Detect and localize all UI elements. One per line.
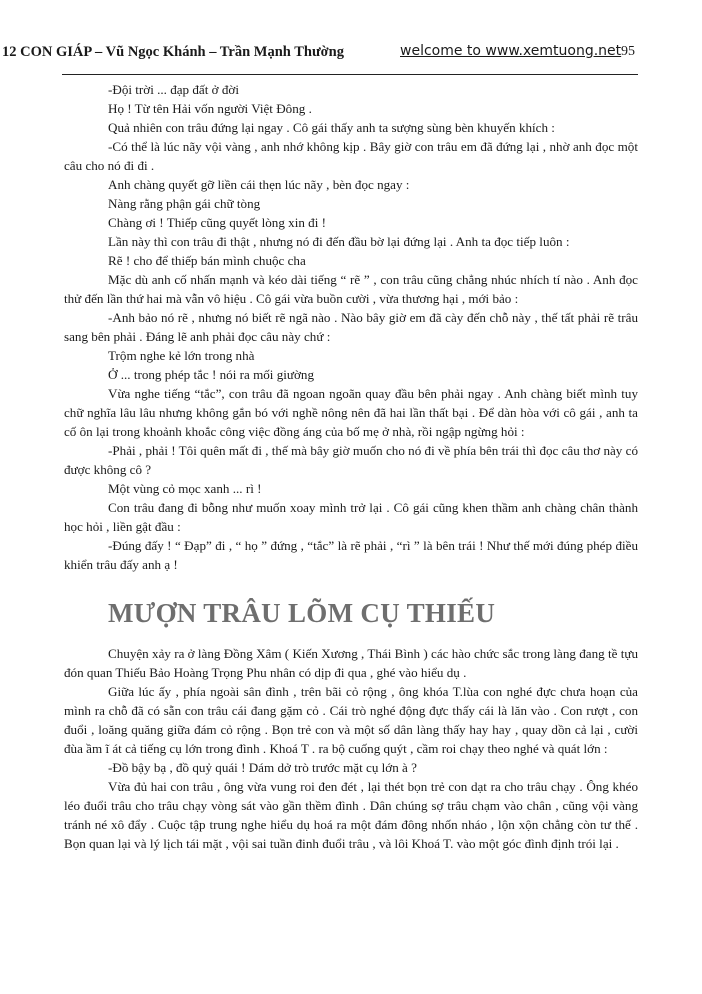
verse-line: Trộm nghe kẻ lớn trong nhà	[108, 348, 255, 363]
verse-line: Nàng rằng phận gái chữ tòng	[108, 196, 261, 211]
paragraph: Giữa lúc ấy , phía ngoài sân đình , trên bãi cỏ rộng , ông khóa T.lùa con nghé đực chưa hoạn của mình ra chỗ đã có sẵn con trâu cái đang gặm cỏ . Cái trò nghé động đực thấy cái là lăn vào . Con rượt , con đuổi , loăng quăng giữa đám cỏ rộng . Bọn trẻ con và một số dân làng thấy hay hay , quay dồn cả lại , cười đùa ầm ĩ át cả tiếng cụ lớn trong đình . Khoá T . ra bộ cuống quýt , cầm roi chạy theo nghé và quát lớn :	[64, 684, 638, 756]
paragraph: Lần này thì con trâu đi thật , nhưng nó đi đến đầu bờ lại đứng lại . Anh ta đọc tiếp luôn :	[108, 234, 570, 249]
story-section-2	[64, 644, 638, 853]
paragraph: -Phải , phải ! Tôi quên mất đi , thế mà bây giờ muốn cho nó đi về phía bên trái thì đọc câu thơ này có được không cô ?	[64, 443, 638, 477]
paragraph: -Đồ bậy bạ , đồ quỷ quái ! Dám dở trò trước mặt cụ lớn à ?	[108, 760, 417, 775]
paragraph: Vừa đủ hai con trâu , ông vừa vung roi đen đét , lại thét bọn trẻ con dạt ra cho trâu chạy . Ông khéo léo đuổi trâu cho trâu chạy vòng sát vào gần thềm đình . Dân chúng sợ trâu chạm vào chân , cũng vội vàng tránh né xô đẩy . Cuộc tập trung nghe hiểu dụ hoá ra một đám đông nhốn nháo , lộn xộn chẳng còn tư thế . Bọn quan lại và lý lịch tái mặt , vội sai tuần đinh đuổi trâu , và lôi Khoá T. vào một góc đình định trói lại .	[64, 779, 638, 851]
book-title: 12 CON GIÁP – Vũ Ngọc Khánh – Trần Mạnh Thường	[2, 44, 344, 60]
verse-line: Chàng ơi ! Thiếp cũng quyết lòng xin đi !	[108, 215, 326, 230]
story-section-1	[64, 80, 638, 574]
verse-line: Một vùng cỏ mọc xanh ... rì !	[108, 481, 262, 496]
verse-line: Rẽ ! cho để thiếp bán mình chuộc cha	[108, 253, 306, 268]
paragraph: Vừa nghe tiếng “tắc”, con trâu đã ngoan ngoãn quay đầu bên phải ngay . Anh chàng biết mình tuy chữ nghĩa lâu lâu nhưng không gắn bó với nghề nông nên đã hai lần thất bại . Để dàn hòa với cô gái , anh ta cố ôn lại trong khoảnh khoắc công việc đồng áng của bố mẹ ở nhà, rồi ngập ngừng hỏi :	[64, 386, 638, 439]
paragraph: Quả nhiên con trâu đứng lại ngay . Cô gái thấy anh ta sượng sùng bèn khuyến khích :	[108, 120, 555, 135]
paragraph: Con trâu đang đi bỗng như muốn xoay mình trở lại . Cô gái cũng khen thầm anh chàng chân thành học hỏi , liền gật đầu :	[64, 500, 638, 534]
section-title: MƯỢN TRÂU LÕM CỤ THIẾU	[108, 598, 496, 628]
website-link[interactable]: welcome to www.xemtuong.net	[400, 43, 622, 59]
paragraph: -Có thể là lúc nãy vội vàng , anh nhớ không kịp . Bây giờ con trâu em đã đứng lại , nhờ anh đọc một câu cho nó đi đi .	[64, 139, 638, 173]
verse-line: Ở ... trong phép tắc ! nói ra mối giường	[108, 367, 315, 382]
paragraph: -Đúng đấy ! “ Đạp” đi , “ họ ” đứng , “tắc” là rẽ phải , “rì ” là bên trái ! Như thế mới đúng phép điều khiển trâu đấy anh ạ !	[64, 538, 638, 572]
verse-line: -Đội trời ... đạp đất ở đời	[108, 82, 239, 97]
paragraph: Anh chàng quyết gỡ liền cái thẹn lúc nãy , bèn đọc ngay :	[108, 177, 410, 192]
paragraph: -Anh bảo nó rẽ , nhưng nó biết rẽ ngã nào . Nào bây giờ em đã cày đến chỗ này , thế tất phải rẽ trâu sang bên phải . Đáng lẽ anh phải đọc câu này chứ :	[64, 310, 638, 344]
page-header	[2, 44, 636, 64]
header-divider	[62, 74, 638, 75]
page-number: 95	[621, 44, 635, 59]
paragraph: Mặc dù anh cố nhấn mạnh và kéo dài tiếng “ rẽ ” , con trâu cũng chẳng nhúc nhích tí nào . Anh đọc thử đến lần thứ hai mà vẫn vô hiệu . Cô gái vừa buồn cười , vừa thương hại , mới bảo :	[64, 272, 638, 306]
document-body	[64, 80, 638, 853]
paragraph: Chuyện xảy ra ở làng Đồng Xâm ( Kiến Xương , Thái Bình ) các hào chức sắc trong làng đang tề tựu đón quan Thiếu Bảo Hoàng Trọng Phu nhân có dịp đi qua , ghé vào hiểu dụ .	[64, 646, 638, 680]
verse-line: Họ ! Từ tên Hải vốn người Việt Đông .	[108, 101, 312, 116]
